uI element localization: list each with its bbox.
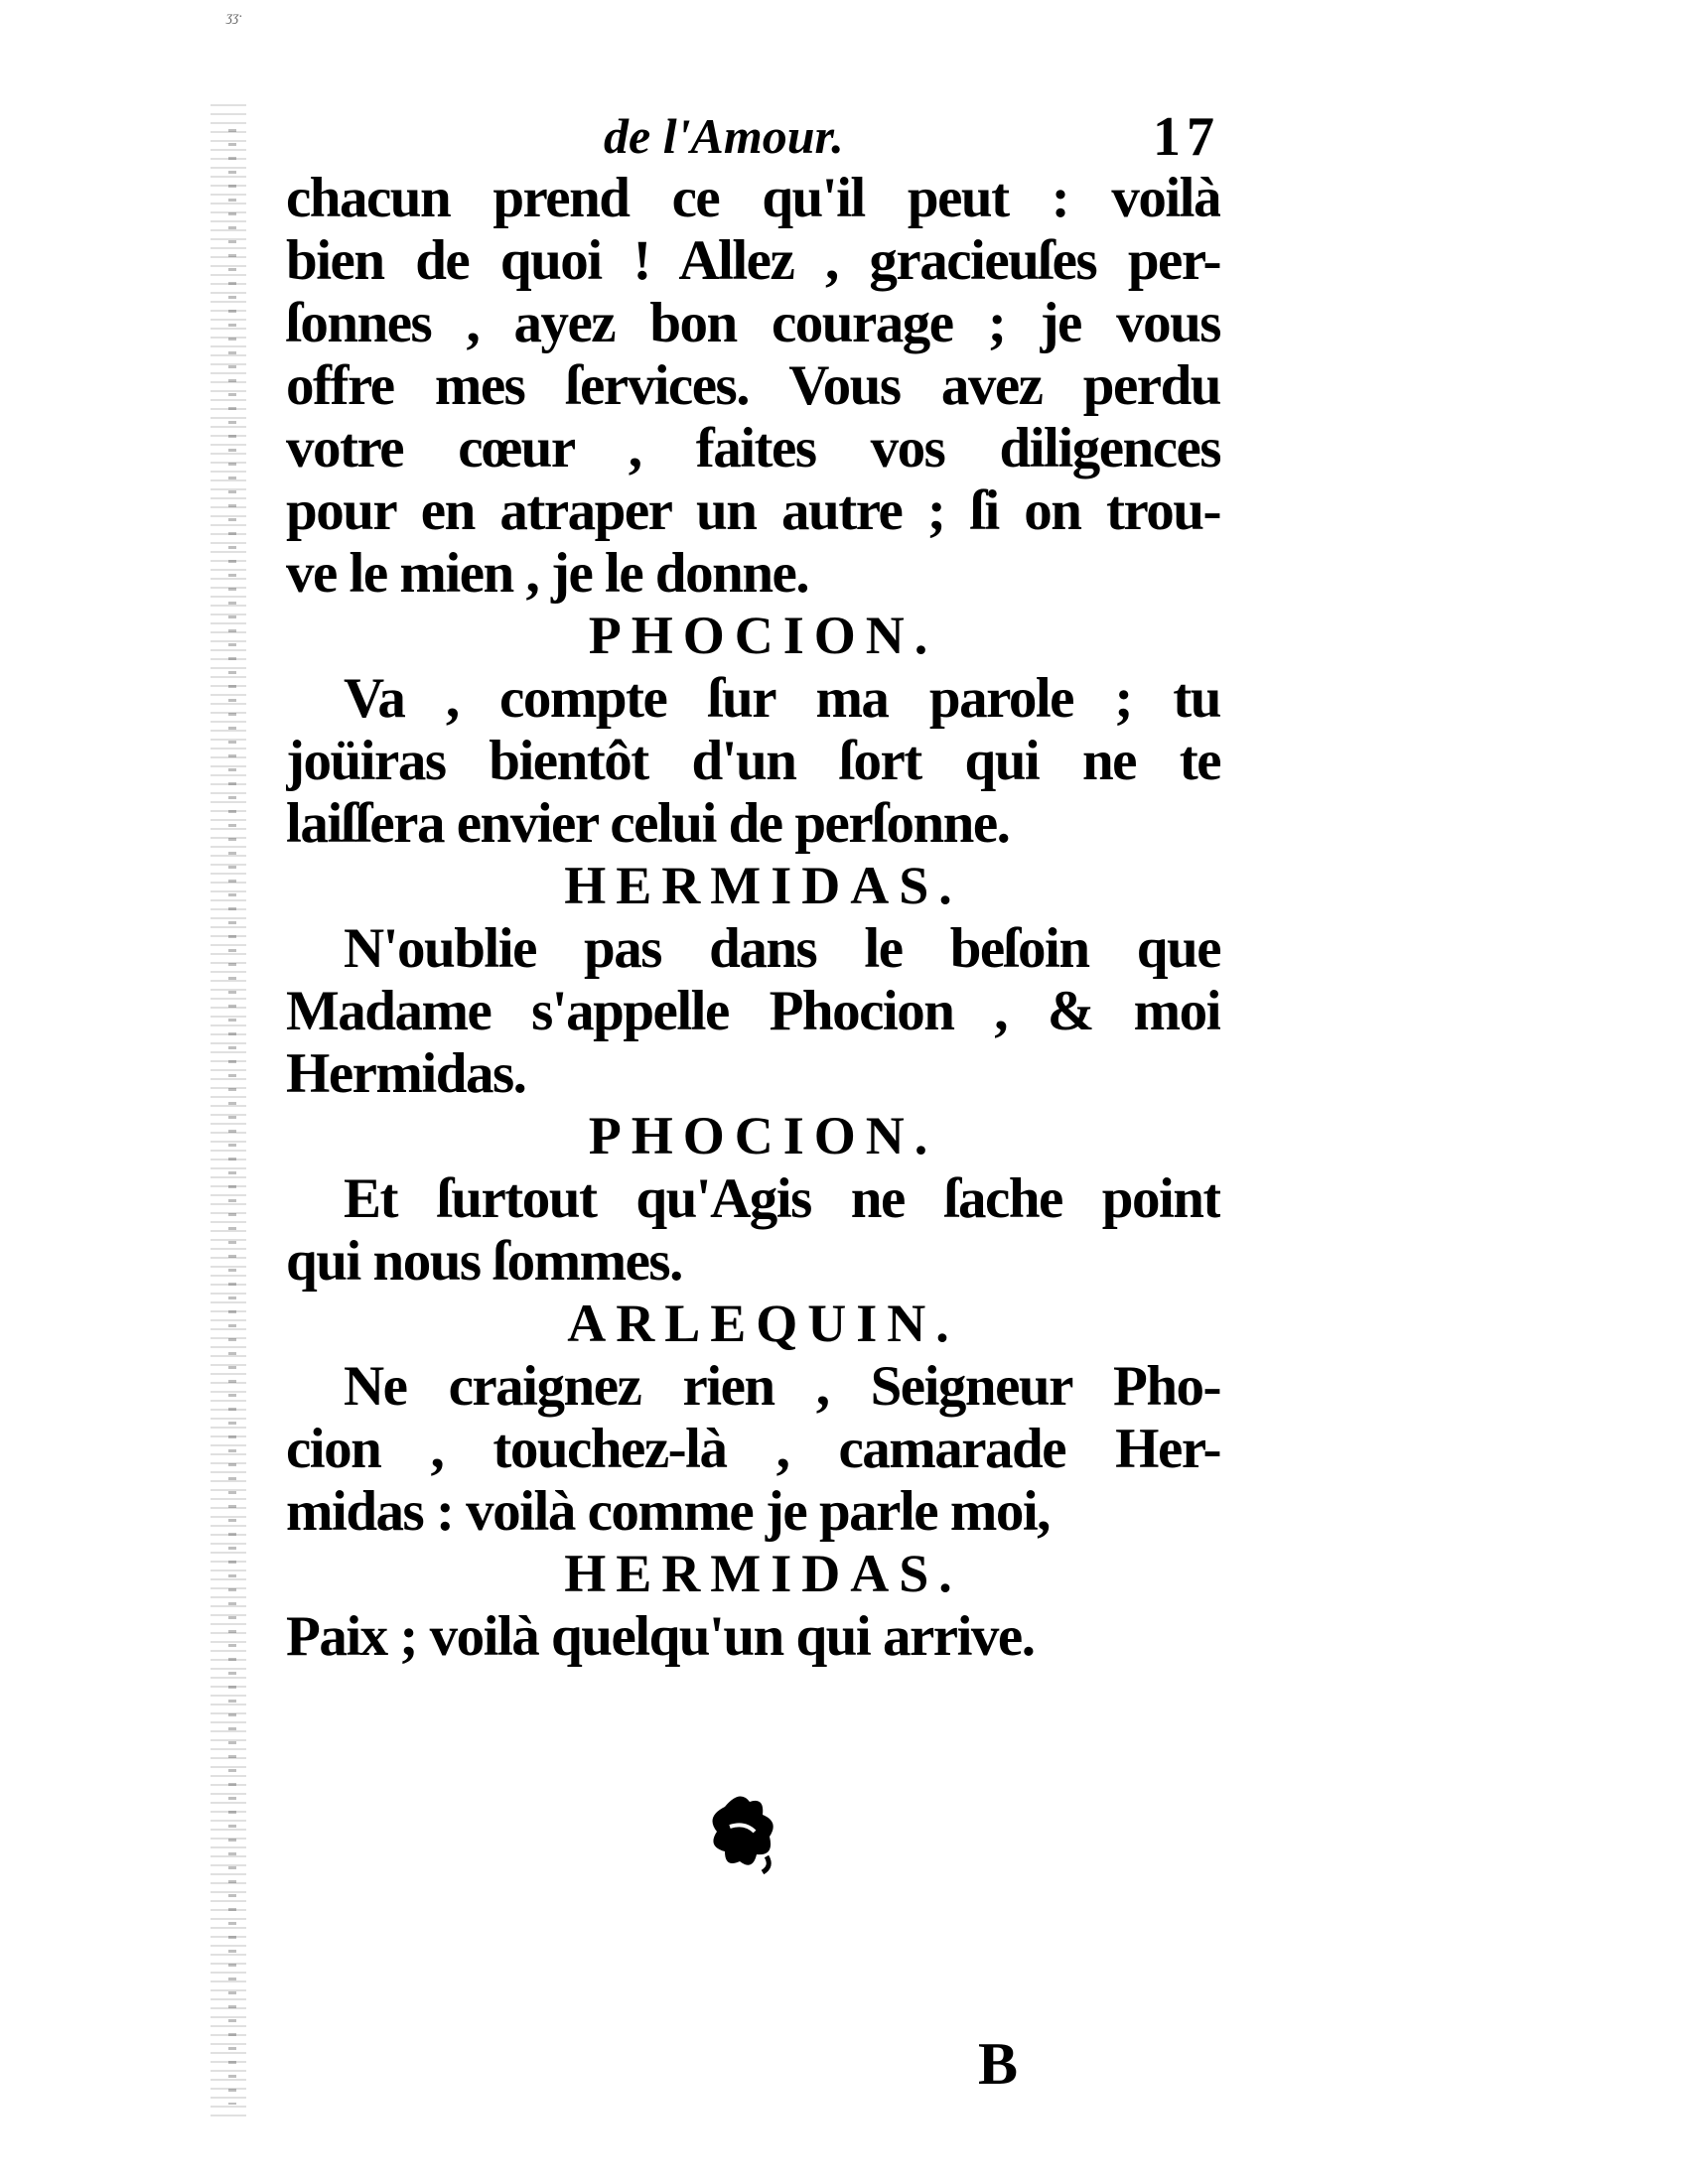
text-line: pour en atraper un autre ; ſi on trou- bbox=[286, 479, 1220, 542]
speaker-name: HERMIDAS. bbox=[564, 1544, 962, 1603]
text-line: laiſſera envier celui de perſonne. bbox=[286, 792, 1010, 855]
text-line: votre cœur , faites vos diligences bbox=[286, 417, 1220, 479]
speaker-name: ARLEQUIN. bbox=[567, 1294, 959, 1353]
running-title: de l'Amour. bbox=[604, 108, 844, 164]
corner-mark: ʒʒ· bbox=[226, 10, 242, 25]
text-line: Hermidas. bbox=[286, 1042, 526, 1105]
speaker-name: PHOCION. bbox=[588, 1106, 938, 1165]
signature-mark: B bbox=[978, 2031, 1019, 2097]
text-line: Ne craignez rien , Seigneur Pho- bbox=[344, 1355, 1220, 1418]
text-line: cion , touchez-là , camarade Her- bbox=[286, 1418, 1220, 1480]
text-line: N'oublie pas dans le beſoin que bbox=[344, 917, 1220, 980]
text-line: ſonnes , ayez bon courage ; je vous bbox=[286, 292, 1220, 354]
text-line: bien de quoi ! Allez , gracieuſes per- bbox=[286, 229, 1220, 292]
speaker-name: PHOCION. bbox=[588, 606, 938, 665]
text-line: Paix ; voilà quelqu'un qui arrive. bbox=[286, 1605, 1035, 1668]
text-line: chacun prend ce qu'il peut : voilà bbox=[286, 167, 1220, 229]
page-number: 17 bbox=[1153, 106, 1220, 168]
binding-gutter-noise-inner bbox=[228, 129, 236, 2105]
text-line: Va , compte ſur ma parole ; tu bbox=[344, 667, 1220, 730]
text-line: Madame s'appelle Phocion , & moi bbox=[286, 980, 1220, 1042]
fleuron-ornament-icon bbox=[695, 1787, 794, 1876]
page-body bbox=[286, 167, 1220, 1668]
text-line: qui nous ſommes. bbox=[286, 1230, 682, 1293]
text-line: Et ſurtout qu'Agis ne ſache point bbox=[344, 1167, 1220, 1230]
page-header bbox=[286, 107, 1220, 171]
text-line: ve le mien , je le donne. bbox=[286, 542, 809, 605]
text-line: joüiras bientôt d'un ſort qui ne te bbox=[286, 730, 1220, 792]
text-line: midas : voilà comme je parle moi, bbox=[286, 1480, 1050, 1543]
speaker-name: HERMIDAS. bbox=[564, 856, 962, 915]
text-line: offre mes ſervices. Vous avez perdu bbox=[286, 354, 1220, 417]
